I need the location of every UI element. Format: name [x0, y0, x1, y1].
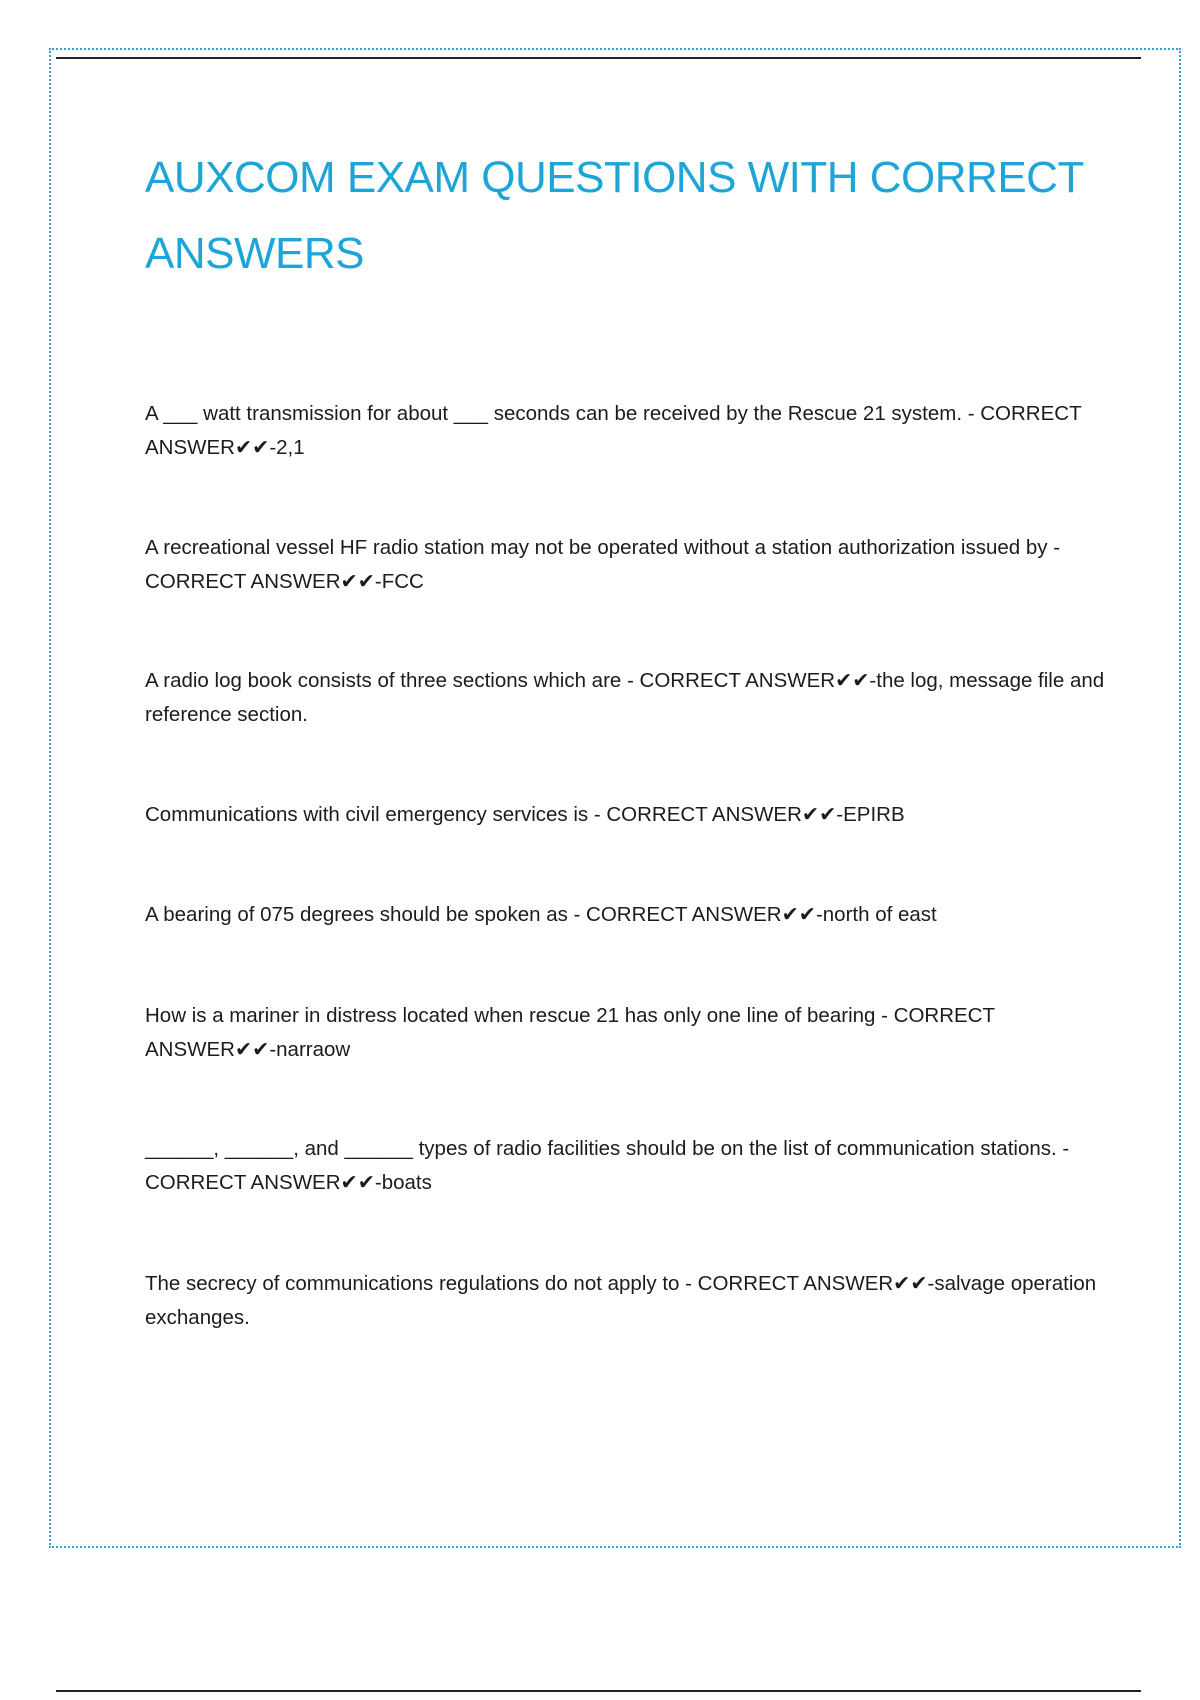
- question-answer-item: ______, ______, and ______ types of radio facilities should be on the list of communication stations. - CORRECT ANSWER✔✔-boats: [145, 1137, 1070, 1194]
- question-answer-item: How is a mariner in distress located when rescue 21 has only one line of bearing - CORRECT ANSWER✔✔-narraow: [145, 1004, 995, 1061]
- document-title: AUXCOM EXAM QUESTIONS WITH CORRECT ANSWERS: [145, 153, 1084, 278]
- question-answer-item: A recreational vessel HF radio station may not be operated without a station authorization issued by - CORRECT ANSWER✔✔-FCC: [145, 536, 1061, 593]
- question-answer-item: The secrecy of communications regulations do not apply to - CORRECT ANSWER✔✔-salvage operation exchanges.: [145, 1272, 1097, 1329]
- question-answer-item: A radio log book consists of three sections which are - CORRECT ANSWER✔✔-the log, message file and reference section.: [145, 669, 1105, 726]
- question-answer-item: Communications with civil emergency services is - CORRECT ANSWER✔✔-EPIRB: [145, 803, 905, 826]
- footer-rule: [56, 1690, 1141, 1692]
- header-rule: [56, 57, 1141, 59]
- question-answer-item: A bearing of 075 degrees should be spoken as - CORRECT ANSWER✔✔-north of east: [145, 903, 937, 926]
- question-answer-item: A ___ watt transmission for about ___ seconds can be received by the Rescue 21 system. - CORRECT ANSWER✔✔-2,1: [145, 402, 1082, 459]
